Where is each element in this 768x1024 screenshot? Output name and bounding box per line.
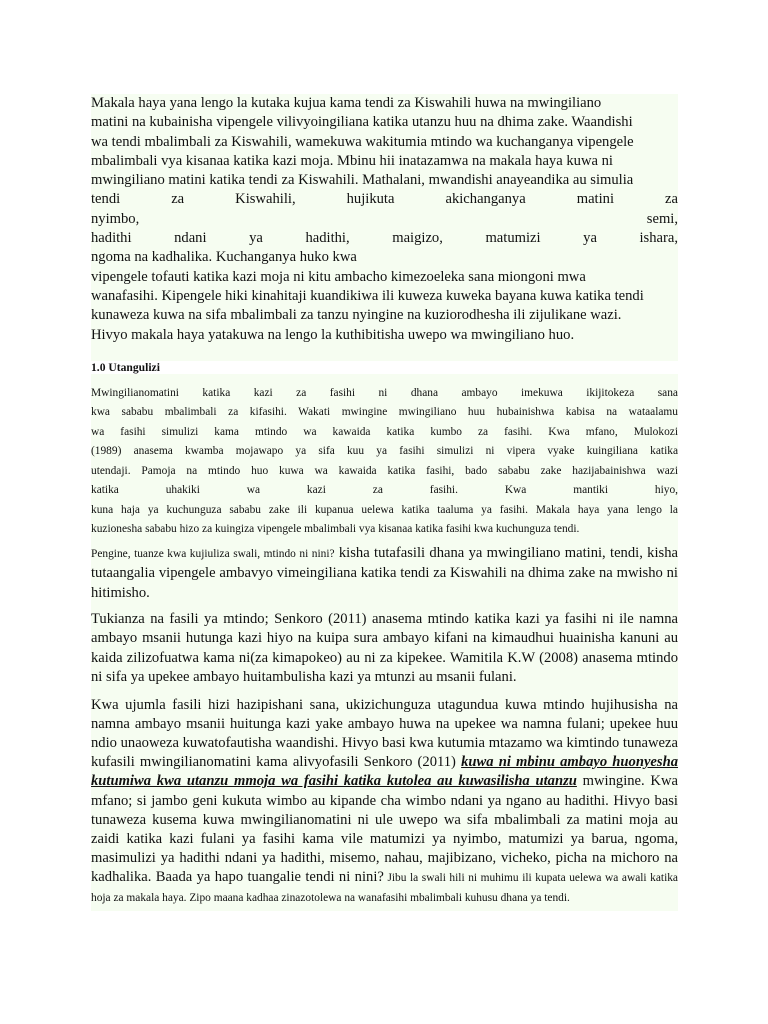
text-line: kuna haja ya kuchunguza sababu zake ili kupanua uelewa katika taaluma ya fasihi. Makala haya yana lengo la [91,503,678,516]
text-line: matini na kubainisha vipengele vilivyoingiliana katika utanzu huu na dhima zake. Waandishi [91,114,633,131]
text-line: Mwingilianomatini katika kazi za fasihi ni dhana ambayo imekuwa ikijitokeza sana [91,386,678,399]
text-line: tendi za Kiswahili, hujikuta akichanganya matini za nyimbo, semi, [91,191,678,227]
emphasized-quote: kuwa ni mbinu ambayo huonyesha kutumiwa kwa utanzu mmoja wa fasihi katika kutolea au kuwasilisha utanzu [91,754,679,790]
text-line: katika uhakiki wa kazi za fasihi. Kwa mantiki hiyo, [91,484,678,497]
question-text: Pengine, tuanze kwa kujiuliza swali, mtindo ni nini? [91,547,335,560]
style-definition-paragraph: Tukianza na fasili ya mtindo; Senkoro (2011) anasema mtindo katika kazi ya fasihi ni ile namna ambayo msanii hutunga kazi hiyo na kuipa sura ambayo kifani na kimaudhui huainisha kanuni au kaida zilizofuatwa kama ni(za kimapokeo) au ni za kipekee. Wamitila K.W (2008) anasema mtindo ni sifa ya upekee ambayo huitambulisha kazi ya mtunzi au msanii fulani. [91,610,678,686]
closing-text: Jibu la swali hili ni muhimu ili kupata uelewa wa awali katika hoja za makala haya. Zipo maana kadhaa zinazotolewa na wanafasihi mbalimbali kuhusu dhana ya tendi. [91,872,678,904]
abstract-paragraph [91,94,678,349]
text-line: wanafasihi. Kipengele hiki kinahitaji kuandikiwa ili kuweza kuweka bayana kuwa katika tendi [91,287,644,304]
outline-text: kisha tutafasili dhana ya mwingiliano matini, tendi, kisha tutaangalia vipengele ambavyo vimeingiliana katika tendi za Kiswahili na dhima zake na mwisho ni hitimisho. [91,544,678,602]
text-line: wa tendi mbalimbali za Kiswahili, wamekuwa wakitumia mtindo wa kuchanganya vipengele [91,133,634,150]
intertextuality-paragraph [91,696,678,911]
text-line: kunaweza kuwa na sifa mbalimbali za tanzu nyingine na kuziorodhesha ili zijulikane wazi. [91,307,622,324]
text-line: utendaji. Pamoja na mtindo huo kuwa wa kawaida katika fasihi, bado sababu zake hazijabainishwa wazi [91,464,678,477]
text-line: mwingiliano matini katika tendi za Kiswahili. Mathalani, mwandishi anayeandika au simulia [91,172,634,189]
outline-paragraph [91,544,678,604]
intro-paragraph [91,384,678,540]
text-line: mbalimbali vya kisanaa katika kazi moja. Mbinu hii inatazamwa na makala haya kuwa ni [91,152,613,169]
text-line: kwa sababu mbalimbali za kifasihi. Wakati mwingine mwingiliano huu hubainishwa kabisa na wataalamu [91,406,678,419]
text-line: ngoma na kadhalika. Kuchanganya huko kwa [91,249,357,266]
document-body [91,94,678,911]
paragraph-text: Kwa ujumla fasili hizi hazipishani sana, ukizichunguza utagundua kuwa mtindo hujihusisha na namna ambayo msanii huitunga kazi yake ambayo huwa na upekee wa namna fulani; upekee huu ndio unaoweza kuwatofautisha waandishi. Hivyo basi kwa kutumia mtazamo wa kimtindo tunaweza kufasili mwingilianomatini kama alivyofasili Senkoro (2011) [91,696,678,771]
text-line: Makala haya yana lengo la kutaka kujua kama tendi za Kiswahili huwa na mwingiliano [91,95,602,111]
text-line: (1989) anasema kwamba mojawapo ya sifa kuu ya fasihi simulizi ni vipera vyake kuingiliana katika [91,445,678,458]
section-heading: 1.0 Utangulizi [91,361,678,374]
text-line: vipengele tofauti katika kazi moja ni kitu ambacho kimezoeleka sana miongoni mwa [91,268,586,285]
paragraph-text: mwingine. Kwa mfano; si jambo geni kukuta wimbo au kipande cha wimbo ndani ya ngano au hadithi. Hivyo basi tunaweza kusema kuwa mwingilianomatini ni ule uwepo wa sifa mbalimbali za matini moja au zaidi katika kazi fulani ya fasihi kama vile matumizi ya nyimbo, matumizi ya barua, ngoma, masimulizi ya hadithi ndani ya hadithi, misemo, nahau, majibizano, vicheko, picha na michoro na kadhalika. Baada ya hapo tuangalie tendi ni nini? [91,773,678,886]
text-line: kuzionesha sababu hizo za kuingiza vipengele mbalimbali vya kisanaa katika fasihi kwa kuchunguza tendi. [91,523,580,536]
text-line: hadithi ndani ya hadithi, maigizo, matumizi ya ishara, [91,230,678,247]
text-line: Hivyo makala haya yatakuwa na lengo la kuthibitisha uwepo wa mwingiliano huo. [91,326,575,343]
text-line: wa fasihi simulizi kama mtindo wa kawaida katika kumbo za fasihi. Kwa mfano, Mulokozi [91,425,678,438]
